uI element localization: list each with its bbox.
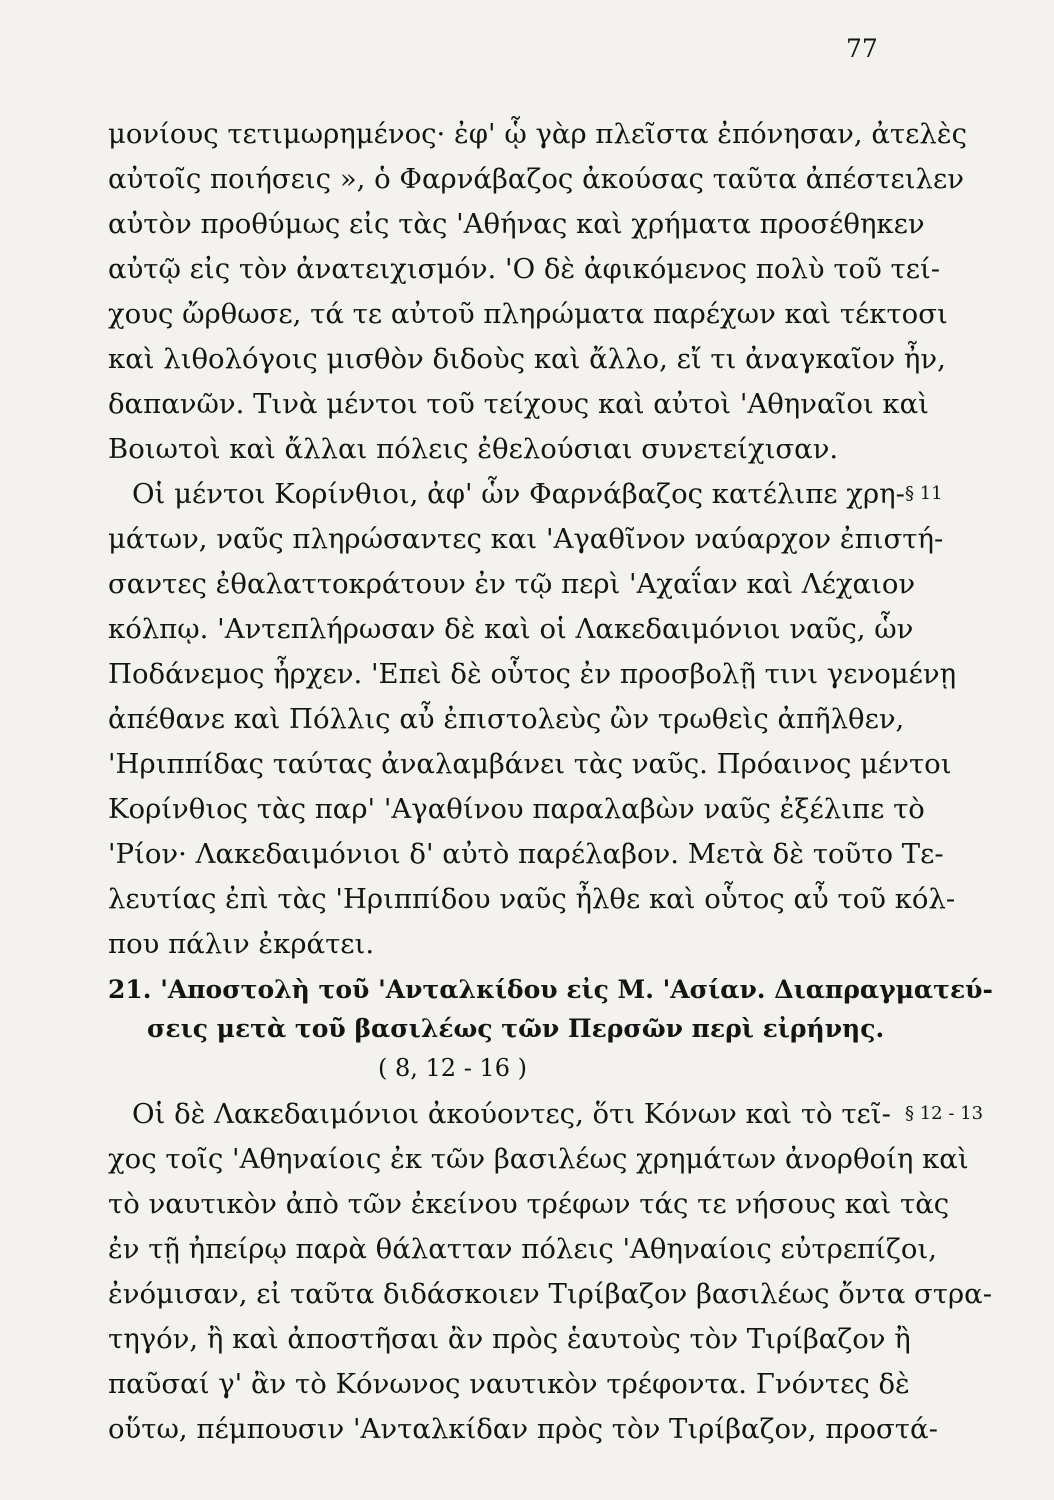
- text-line: κόλπῳ. 'Αντεπλήρωσαν δὲ καὶ οἱ Λακεδαιμόνιοι ναῦς, ὧν: [108, 613, 914, 645]
- source-reference: ( 8, 12 - 16 ): [378, 1054, 527, 1082]
- page-number: 77: [846, 34, 878, 63]
- text-line: τηγόν, ἢ καὶ ἀποστῆσαι ἂν πρὸς ἑαυτοὺς τὸν Τιρίβαζον ἢ: [108, 1323, 911, 1355]
- text-line: ἐνόμισαν, εἰ ταῦτα διδάσκοιεν Τιρίβαζον βασιλέως ὄντα στρα-: [108, 1278, 993, 1310]
- text-line: Βοιωτοὶ καὶ ἄλλαι πόλεις ἐθελούσιαι συνετείχισαν.: [108, 433, 839, 465]
- text-line: δαπανῶν. Τινὰ μέντοι τοῦ τείχους καὶ αὐτοὶ 'Αθηναῖοι καὶ: [108, 388, 929, 420]
- text-line: παῦσαί γ' ἂν τὸ Κόνωνος ναυτικὸν τρέφοντα. Γνόντες δὲ: [108, 1368, 910, 1400]
- margin-section-ref: § 12 - 13: [905, 1103, 984, 1124]
- text-line: οὕτω, πέμπουσιν 'Ανταλκίδαν πρὸς τὸν Τιρίβαζον, προστά-: [108, 1413, 938, 1445]
- text-line: ἐν τῇ ἠπείρῳ παρὰ θάλατταν πόλεις 'Αθηναίοις εὐτρεπίζοι,: [108, 1233, 937, 1265]
- text-line: Οἱ μέντοι Κορίνθιοι, ἀφ' ὧν Φαρνάβαζος κατέλιπε χρη-: [132, 478, 905, 510]
- text-line: χος τοῖς 'Αθηναίοις ἐκ τῶν βασιλέως χρημάτων ἀνορθοίη καὶ: [108, 1143, 969, 1175]
- text-line: λευτίας ἐπὶ τὰς 'Ηριππίδου ναῦς ἦλθε καὶ οὗτος αὖ τοῦ κόλ-: [108, 883, 956, 915]
- text-line: χους ὤρθωσε, τά τε αὐτοῦ πληρώματα παρέχων καὶ τέκτοσι: [108, 298, 948, 330]
- text-line: σαντες ἐθαλαττοκράτουν ἐν τῷ περὶ 'Αχαΐαν καὶ Λέχαιον: [108, 568, 916, 600]
- section-heading-continued: σεις μετὰ τοῦ βασιλέως τῶν Περσῶν περὶ εἰρήνης.: [147, 1014, 885, 1043]
- margin-section-ref: § 11: [905, 483, 943, 504]
- text-line: αὐτὸν προθύμως εἰς τὰς 'Αθήνας καὶ χρήματα προσέθηκεν: [108, 208, 925, 240]
- text-line: καὶ λιθολόγοις μισθὸν διδοὺς καὶ ἄλλο, εἴ τι ἀναγκαῖον ἦν,: [108, 343, 946, 375]
- text-line: αὐτοῖς ποιήσεις », ὁ Φαρνάβαζος ἀκούσας ταῦτα ἀπέστειλεν: [108, 163, 964, 195]
- text-line: 'Ηριππίδας ταύτας ἀναλαμβάνει τὰς ναῦς. Πρόαινος μέντοι: [108, 748, 952, 780]
- text-line: ἀπέθανε καὶ Πόλλις αὖ ἐπιστολεὺς ὢν τρωθεὶς ἀπῆλθεν,: [108, 703, 905, 735]
- text-line: μάτων, ναῦς πληρώσαντες και 'Αγαθῖνον ναύαρχον ἐπιστή-: [108, 523, 944, 555]
- text-line: τὸ ναυτικὸν ἀπὸ τῶν ἐκείνου τρέφων τάς τε νήσους καὶ τὰς: [108, 1188, 950, 1220]
- text-line: αὐτῷ εἰς τὸν ἀνατειχισμόν. 'Ο δὲ ἀφικόμενος πολὺ τοῦ τεί-: [108, 253, 941, 285]
- text-line: Κορίνθιος τὰς παρ' 'Αγαθίνου παραλαβὼν ναῦς ἐξέλιπε τὸ: [108, 793, 925, 825]
- text-line: Οἱ δὲ Λακεδαιμόνιοι ἀκούοντες, ὅτι Κόνων καὶ τὸ τεῖ-: [132, 1098, 891, 1130]
- section-heading: 21. 'Αποστολὴ τοῦ 'Ανταλκίδου εἰς Μ. 'Ασίαν. Διαπραγματεύ-: [108, 975, 993, 1004]
- text-line: που πάλιν ἐκράτει.: [108, 928, 375, 960]
- text-line: 'Ρίον· Λακεδαιμόνιοι δ' αὐτὸ παρέλαβον. Μετὰ δὲ τοῦτο Τε-: [108, 838, 944, 870]
- text-line: μονίους τετιμωρημένος· ἐφ' ᾧ γὰρ πλεῖστα ἐπόνησαν, ἀτελὲς: [108, 118, 967, 150]
- text-line: Ποδάνεμος ἦρχεν. 'Επεὶ δὲ οὗτος ἐν προσβολῇ τινι γενομένῃ: [108, 658, 957, 690]
